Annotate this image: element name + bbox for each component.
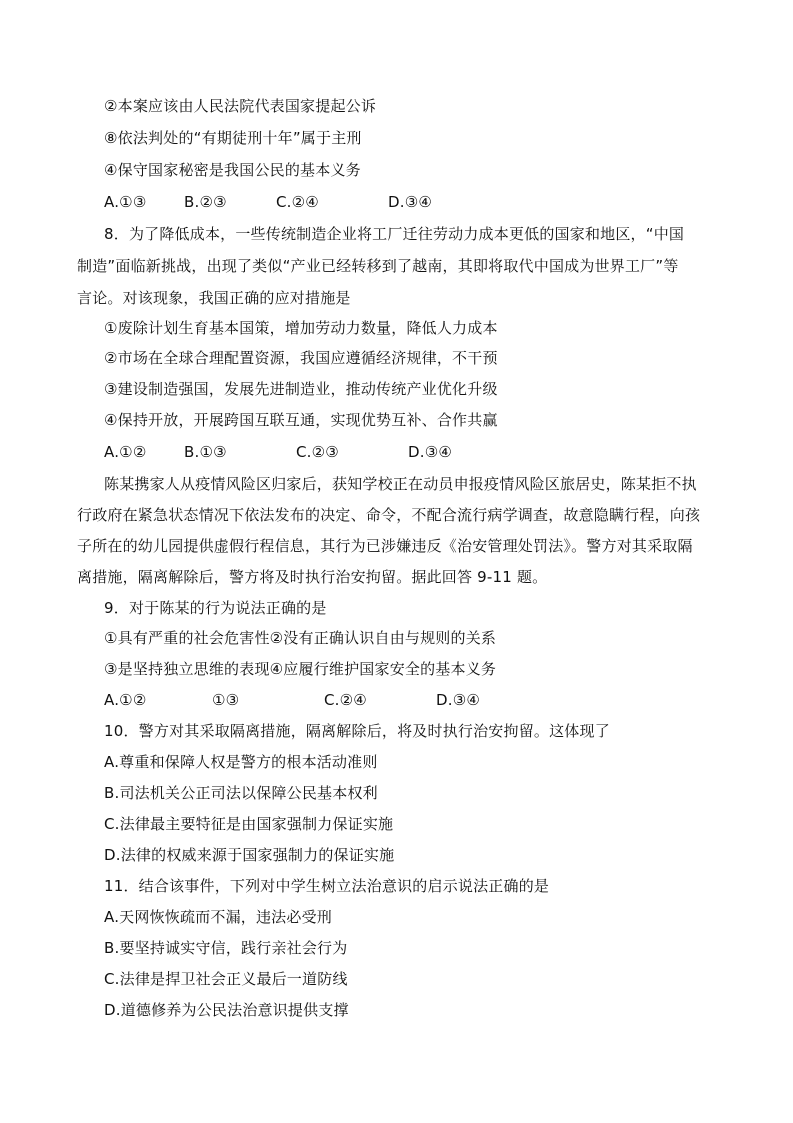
q11-option-c[interactable]: C.法律是捍卫社会正义最后一道防线 bbox=[104, 970, 348, 988]
q10-option-d[interactable]: D.法律的权威来源于国家强制力的保证实施 bbox=[104, 846, 395, 864]
q8-option-b[interactable]: B.①③ bbox=[184, 443, 227, 461]
q7-options bbox=[104, 192, 432, 212]
passage-line-1: 陈某携家人从疫情风险区归家后，获知学校正在动员申报疫情风险区旅居史，陈某拒不执 bbox=[104, 475, 697, 493]
q11-option-a[interactable]: A.天网恢恢疏而不漏，违法必受刑 bbox=[104, 908, 332, 926]
q9-option-b[interactable]: ①③ bbox=[212, 691, 240, 709]
q8-stem-line-1: 8．为了降低成本，一些传统制造企业将工厂迁往劳动力成本更低的国家和地区，“中国 bbox=[104, 225, 685, 243]
q9-option-c[interactable]: C.②④ bbox=[324, 691, 367, 709]
q8-item-3: ③建设制造强国，发展先进制造业，推动传统产业优化升级 bbox=[104, 380, 498, 398]
passage-line-2: 行政府在紧急状态情况下依法发布的决定、命令，不配合流行病学调查，故意隐瞒行程，向孩 bbox=[77, 506, 701, 524]
q7-option-d[interactable]: D.③④ bbox=[388, 193, 433, 211]
q8-stem-line-3: 言论。对该现象，我国正确的应对措施是 bbox=[77, 289, 351, 307]
q7-item-2: ②本案应该由人民法院代表国家提起公诉 bbox=[104, 97, 377, 115]
q8-options bbox=[104, 442, 452, 462]
q8-option-c[interactable]: C.②③ bbox=[296, 443, 339, 461]
q9-item-line-2: ③是坚持独立思维的表现④应履行维护国家安全的基本义务 bbox=[104, 660, 497, 678]
q8-option-a[interactable]: A.①② bbox=[104, 443, 147, 461]
q9-option-d[interactable]: D.③④ bbox=[436, 691, 481, 709]
q7-option-a[interactable]: A.①③ bbox=[104, 193, 147, 211]
q7-item-3: ⑧依法判处的“有期徒刑十年”属于主刑 bbox=[104, 129, 362, 147]
q9-stem: 9．对于陈某的行为说法正确的是 bbox=[104, 599, 327, 617]
q8-item-4: ④保持开放，开展跨国互联互通，实现优势互补、合作共赢 bbox=[104, 411, 498, 429]
q8-item-2: ②市场在全球合理配置资源，我国应遵循经济规律，不干预 bbox=[104, 349, 498, 367]
passage-line-4: 离措施，隔离解除后，警方将及时执行治安拘留。据此回答 9-11 题。 bbox=[77, 568, 548, 586]
q10-stem: 10．警方对其采取隔离措施，隔离解除后，将及时执行治安拘留。这体现了 bbox=[104, 722, 610, 740]
q8-option-d[interactable]: D.③④ bbox=[408, 443, 453, 461]
q8-stem-line-2: 制造”面临新挑战，出现了类似“产业已经转移到了越南，其即将取代中国成为世界工厂”等 bbox=[77, 257, 679, 275]
q9-options bbox=[104, 690, 480, 710]
passage-line-3: 子所在的幼儿园提供虚假行程信息，其行为已涉嫌违反《治安管理处罚法》。警方对其采取隔 bbox=[77, 537, 693, 555]
q10-option-c[interactable]: C.法律最主要特征是由国家强制力保证实施 bbox=[104, 815, 394, 833]
q11-option-d[interactable]: D.道德修养为公民法治意识提供支撑 bbox=[104, 1001, 349, 1019]
q7-option-c[interactable]: C.②④ bbox=[276, 193, 319, 211]
q8-item-1: ①废除计划生育基本国策，增加劳动力数量，降低人力成本 bbox=[104, 319, 498, 337]
q9-option-a[interactable]: A.①② bbox=[104, 691, 147, 709]
q7-item-4: ④保守国家秘密是我国公民的基本义务 bbox=[104, 161, 361, 179]
q11-option-b[interactable]: B.要坚持诚实守信，践行亲社会行为 bbox=[104, 939, 348, 957]
q10-option-a[interactable]: A.尊重和保障人权是警方的根本活动准则 bbox=[104, 753, 378, 771]
q7-option-b[interactable]: B.②③ bbox=[184, 193, 227, 211]
q11-stem: 11．结合该事件，下列对中学生树立法治意识的启示说法正确的是 bbox=[104, 877, 550, 895]
q9-item-line-1: ①具有严重的社会危害性②没有正确认识自由与规则的关系 bbox=[104, 629, 497, 647]
q10-option-b[interactable]: B.司法机关公正司法以保障公民基本权利 bbox=[104, 784, 378, 802]
